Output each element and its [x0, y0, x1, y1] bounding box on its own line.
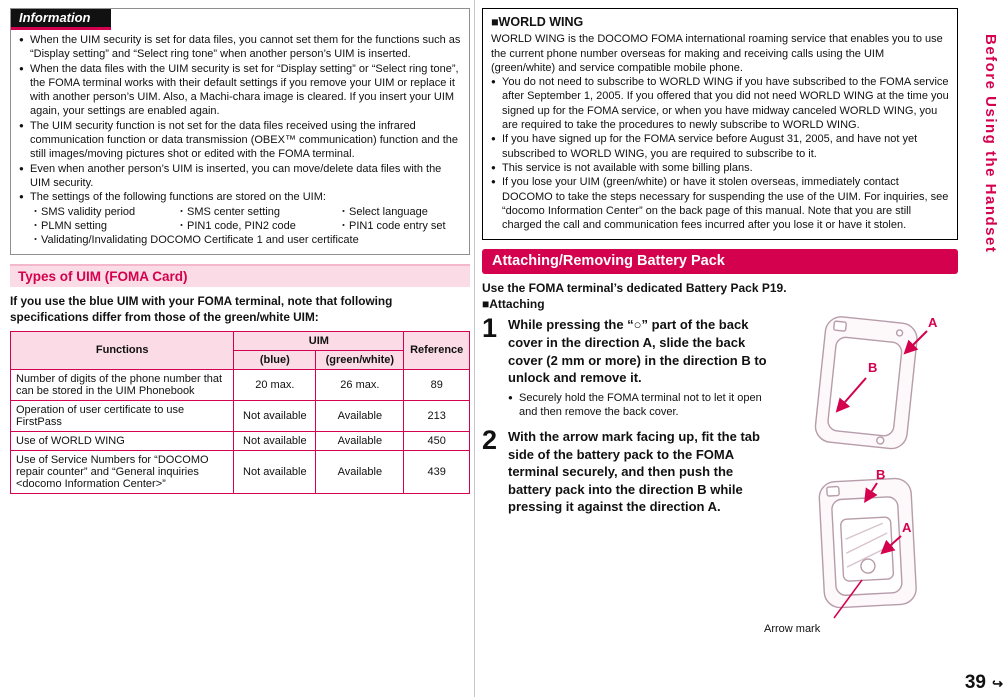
step-body: [508, 316, 774, 419]
table-cell-function: Use of Service Numbers for “DOCOMO repair counter” and “General inquiries <docomo Information Center>”: [11, 450, 234, 493]
table-cell-blue: 20 max.: [234, 369, 316, 400]
info-bullet-text: When the UIM security is set for data files, you cannot set them for the functions such as “Display setting” and “Select ring tone” when another person’s UIM is inserted.: [30, 34, 461, 61]
info-bullet-text: When the data files with the UIM security is set for “Display setting” or “Select ring tone”, the FOMA terminal works with their default settings if you remove your UIM or replace it with another person’s UIM. Also, a Machi-chara image is cleared. If you insert your UIM again, your settings are enabled again.: [30, 62, 459, 118]
world-wing-intro: WORLD WING is the DOCOMO FOMA international roaming service that enables you to use the current phone number overseas for making and receiving calls using the UIM (green/white) and service compatible mobile phone.: [491, 33, 943, 74]
table-cell-function: Number of digits of the phone number that can be stored in the UIM Phonebook: [11, 369, 234, 400]
table-header-reference: Reference: [404, 331, 470, 369]
direction-b-label: B: [876, 467, 886, 483]
direction-a-label: A: [902, 520, 912, 536]
info-bullet-text: Even when another person’s UIM is inserted, you can move/delete data files with the UIM security.: [30, 162, 442, 189]
information-title: Information: [11, 9, 111, 30]
table-header-green-white: (green/white): [316, 350, 404, 369]
info-bullet: [19, 119, 461, 162]
arrow-mark-label: Arrow mark: [764, 623, 821, 636]
page-number: 39: [964, 672, 986, 693]
bullet-icon: ●: [19, 63, 24, 73]
uim-settings-list: [19, 205, 461, 248]
table-cell-reference: 450: [404, 431, 470, 450]
bullet-icon: ●: [19, 163, 24, 173]
step-2: [482, 425, 774, 516]
table-cell-reference: 89: [404, 369, 470, 400]
table-cell-function: Operation of user certificate to use FirstPass: [11, 400, 234, 431]
uim-setting-item: ・PLMN setting: [30, 219, 108, 232]
left-column: [10, 8, 470, 494]
bullet-icon: ●: [19, 192, 24, 202]
battery-pack-intro: Use the FOMA terminal’s dedicated Battery Pack P19.: [482, 281, 787, 296]
world-wing-bullet: [491, 161, 949, 175]
step-note: [508, 391, 774, 420]
information-box: [10, 8, 470, 255]
table-header-functions: Functions: [11, 331, 234, 369]
uim-settings-row: [30, 219, 461, 233]
uim-setting-item: ・PIN1 code, PIN2 code: [176, 219, 296, 232]
information-body: [11, 30, 469, 254]
world-wing-bullet-text: If you lose your UIM (green/white) or have it stolen overseas, immediately contact DOCOMO to take the steps necessary for suspending the use of the UIM. For inquiries, see “docomo Information Center” on the back page of this manual. Note that you are still charged the call and communication fees incurred after you lose it or have it stolen.: [502, 176, 949, 232]
bullet-icon: ●: [491, 77, 496, 87]
uim-settings-row: [30, 233, 461, 247]
section-banner-attaching-removing-battery-pack: Attaching/Removing Battery Pack: [482, 249, 958, 274]
bullet-icon: ●: [491, 134, 496, 144]
uim-setting-item: ・Select language: [338, 205, 428, 218]
table-cell-reference: 213: [404, 400, 470, 431]
table-cell-blue: Not available: [234, 450, 316, 493]
table-header-uim: UIM: [234, 331, 404, 350]
world-wing-box: [482, 8, 958, 240]
world-wing-bullet-text: This service is not available with some billing plans.: [502, 161, 753, 174]
world-wing-bullet: [491, 132, 949, 161]
info-bullet: [19, 33, 461, 62]
table-cell-blue: Not available: [234, 431, 316, 450]
info-bullet: [19, 62, 461, 119]
back-cover-removal-diagram: [780, 310, 958, 465]
table-cell-green-white: Available: [316, 450, 404, 493]
world-wing-bullet-text: If you have signed up for the FOMA service before August 31, 2005, and have not yet subscribed to WORLD WING, you are required to subscribe to it.: [502, 133, 918, 160]
info-bullet: [19, 190, 461, 204]
uim-setting-item: ・PIN1 code entry set: [338, 219, 446, 232]
step-text: With the arrow mark facing up, fit the tab side of the battery pack to the FOMA terminal securely, and then push the battery pack into the direction B while pressing it against the direction A.: [508, 429, 760, 515]
uim-setting-item: ・SMS center setting: [176, 205, 280, 218]
uim-setting-item: ・Validating/Invalidating DOCOMO Certificate 1 and user certificate: [30, 234, 359, 247]
world-wing-heading: ■WORLD WING: [491, 15, 584, 29]
table-cell-green-white: 26 max.: [316, 369, 404, 400]
table-row: [11, 431, 470, 450]
chapter-tab-before-using-the-handset: Before Using the Handset: [982, 34, 999, 254]
table-cell-green-white: Available: [316, 400, 404, 431]
phone-back-cover-illustration: [780, 310, 958, 460]
table-cell-reference: 439: [404, 450, 470, 493]
direction-b-label: B: [868, 360, 878, 376]
attaching-subheading: ■Attaching: [482, 297, 545, 312]
world-wing-bullet: [491, 175, 949, 232]
table-header-blue: (blue): [234, 350, 316, 369]
info-bullet-text: The settings of the following functions are stored on the UIM:: [30, 191, 326, 204]
section-heading-types-of-uim: Types of UIM (FOMA Card): [10, 264, 470, 287]
table-row: [11, 400, 470, 431]
attaching-steps: [482, 313, 958, 646]
step-note-text: Securely hold the FOMA terminal not to let it open and then remove the back cover.: [519, 391, 762, 418]
battery-pack-insert-diagram: [764, 466, 958, 636]
bullet-icon: ●: [19, 35, 24, 44]
continued-arrow-icon: ↪: [992, 676, 1003, 691]
step-number: 1: [482, 313, 498, 344]
step-text: While pressing the “○” part of the back cover in the direction A, slide the back cover (2 mm or more) in the direction B to unlock and remove it.: [508, 317, 767, 386]
table-cell-blue: Not available: [234, 400, 316, 431]
table-row: [11, 369, 470, 400]
table-cell-green-white: Available: [316, 431, 404, 450]
step-number: 2: [482, 425, 498, 456]
world-wing-bullet: [491, 75, 949, 132]
step-1: [482, 313, 774, 419]
direction-a-label: A: [928, 315, 938, 331]
table-cell-function: Use of WORLD WING: [11, 431, 234, 450]
step-body: [508, 428, 774, 516]
world-wing-bullet-text: You do not need to subscribe to WORLD WING if you have subscribed to the FOMA service after September 1, 2005. If you offered that you did not need WORLD WING at the time you signed up for the FOMA service, or when you have midway canceled WORLD WING, you are required to take the procedures to newly subscribe to WORLD WING.: [502, 76, 949, 132]
bullet-icon: ●: [491, 162, 496, 172]
types-of-uim-intro: If you use the blue UIM with your FOMA terminal, note that following specifications differ from those of the green/white UIM:: [10, 294, 393, 325]
table-row: [11, 450, 470, 493]
column-divider: [474, 0, 475, 697]
uim-comparison-table: [10, 331, 470, 494]
battery-pack-illustration: [780, 466, 958, 630]
info-bullet-text: The UIM security function is not set for the data files received using the infrared communication function or data transmission (OBEX™ communication) function and the still images/moving pictures shot or edited with the FOMA terminal.: [30, 119, 458, 161]
info-bullet: [19, 162, 461, 191]
right-column: [482, 8, 958, 646]
bullet-icon: ●: [491, 177, 496, 187]
bullet-icon: ●: [19, 120, 24, 130]
bullet-icon: ●: [508, 392, 513, 402]
uim-setting-item: ・SMS validity period: [30, 205, 136, 218]
uim-settings-row: [30, 205, 461, 219]
